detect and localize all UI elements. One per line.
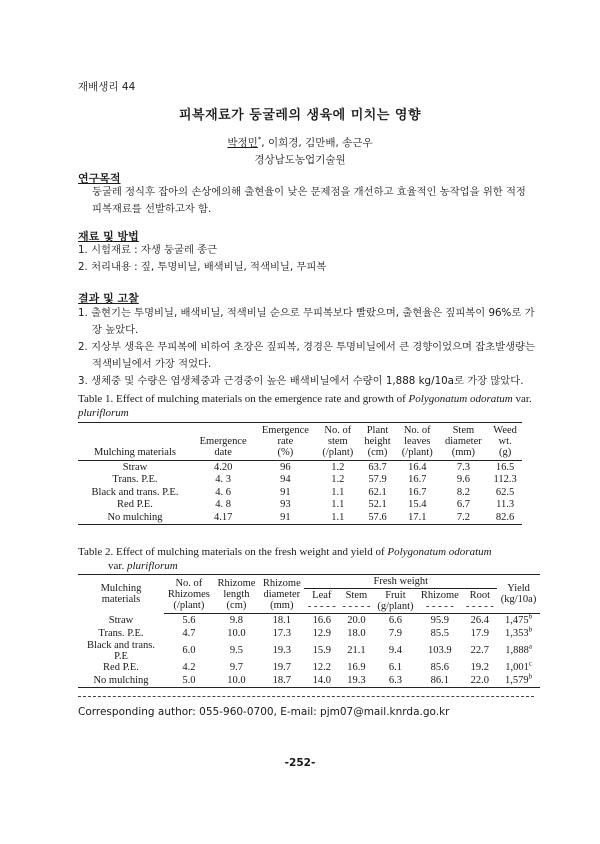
table-cell: 17.9	[470, 627, 489, 639]
table-cell: 112.3	[493, 474, 517, 486]
table-cell: 96	[280, 461, 291, 473]
table-cell: 91	[280, 486, 291, 498]
table-cell: 86.1	[430, 675, 450, 687]
table2-caption-text: Table 2. Effect of mulching materials on the fresh weight and yield of	[78, 546, 388, 558]
table-row	[78, 674, 540, 687]
table-cell: 57.9	[368, 474, 387, 486]
author-line	[0, 135, 600, 150]
table-cell: 16.4	[408, 461, 427, 473]
t2-unit: (g/plant)	[377, 601, 414, 612]
table-cell: 22.0	[470, 675, 489, 687]
results-item: 3. 생체중 및 수량은 엽생체중과 근경중이 높은 배색비닐에서 수량이 1,888 kg/10a로 가장 많았다.	[78, 375, 524, 387]
table-cell: No mulching	[107, 511, 163, 523]
table-row	[78, 461, 522, 474]
table-cell: 85.6	[430, 662, 450, 674]
table1-caption-species: Polygonatum odoratum	[408, 393, 513, 405]
section-heading-results: 결과 및 고찰	[78, 292, 139, 305]
table-cell: 63.7	[368, 461, 387, 473]
table-row	[78, 499, 522, 512]
table-cell: 4.17	[213, 511, 233, 523]
table1-caption-var: var.	[512, 393, 532, 405]
t1-header-plant-height: Plant height (cm)	[359, 423, 396, 461]
table-row	[78, 640, 540, 662]
table-cell: 5.0	[182, 675, 196, 687]
table1-caption	[78, 392, 548, 420]
table-cell: 6.7	[456, 499, 470, 511]
results-list	[78, 305, 538, 390]
table-cell: 91	[280, 511, 291, 523]
table-cell: 17.1	[408, 511, 427, 523]
table-cell: 94	[280, 474, 291, 486]
table-row	[78, 614, 540, 627]
table-cell: 6.6	[388, 614, 402, 626]
table-cell: 15.4	[408, 499, 427, 511]
table-cell: 6.1	[388, 662, 402, 674]
t1-header-stem-diameter: Stem diameter (mm)	[439, 423, 489, 461]
t2-header-fresh-weight: Fresh weight	[304, 575, 497, 589]
purpose-body	[78, 184, 538, 218]
co-authors: , 이희경, 김만배, 송근우	[261, 137, 373, 149]
table-cell: 15.9	[312, 645, 331, 657]
table-cell: 12.9	[312, 627, 331, 639]
table-cell: 1.2	[331, 474, 345, 486]
table-cell: 103.9	[428, 645, 452, 657]
table-cell: 16.7	[408, 486, 427, 498]
table-cell: 6.0	[182, 645, 196, 657]
methods-item: 1. 시험재료 : 자생 둥굴레 종근	[78, 244, 218, 256]
table1-caption-text: Table 1. Effect of mulching materials on the emergence rate and growth of	[78, 393, 409, 405]
table-cell: 16.9	[347, 662, 366, 674]
table1	[78, 422, 522, 525]
page-number: -252-	[284, 757, 316, 769]
table-cell: 1.1	[331, 499, 345, 511]
table-cell: No mulching	[93, 675, 149, 687]
table-cell: 9.8	[229, 614, 243, 626]
table-cell: 19.3	[272, 645, 291, 657]
results-item: 1. 출현기는 투명비닐, 배색비닐, 적색비닐 순으로 무피복보다 빨랐으며, 출현율은 짚피복이 96%로 가장 높았다.	[78, 307, 535, 336]
table2-caption-variety: pluriflorum	[126, 560, 178, 572]
table-cell: 17.3	[272, 627, 291, 639]
t2-header-yield: Yield (kg/10a)	[497, 575, 540, 614]
table-cell: 10.0	[227, 675, 246, 687]
table-row	[78, 486, 522, 499]
table-cell: 20.0	[347, 614, 366, 626]
table1-caption-variety: pluriflorum	[78, 407, 129, 419]
table-cell: 4.7	[182, 627, 196, 639]
table-cell: 14.0	[312, 675, 331, 687]
t2-header-rhizome-length: Rhizome length (cm)	[214, 575, 259, 614]
table-cell: 57.6	[368, 511, 387, 523]
table-cell: 1.2	[331, 461, 345, 473]
t2-header-rhizome-diameter: Rhizome diameter (mm)	[259, 575, 304, 614]
table-cell: 4. 8	[215, 499, 231, 511]
significance-letter: b	[528, 612, 533, 621]
table-row	[78, 474, 522, 487]
table-cell: 93	[280, 499, 291, 511]
t1-header-material: Mulching materials	[78, 423, 192, 461]
affiliation: 경상남도농업기술원	[254, 154, 346, 166]
table-cell: 9.4	[388, 645, 402, 657]
paper-title: 피복재료가 둥굴레의 생육에 미치는 영향	[178, 108, 422, 123]
footnote-divider	[78, 696, 534, 697]
table-cell: 85.5	[430, 627, 450, 639]
table-cell: 16.5	[495, 461, 515, 473]
table-row	[78, 511, 522, 524]
table-cell: 4.20	[213, 461, 233, 473]
t2-header-rhizome: Rhizome - - - - -	[417, 589, 462, 614]
table2-caption-species: Polygonatum odoratum	[387, 546, 492, 558]
table-cell: 95.9	[430, 614, 450, 626]
t2-header-leaf: Leaf - - - - -	[304, 589, 339, 614]
table-cell: 26.4	[470, 614, 489, 626]
table-cell: 22.7	[470, 645, 489, 657]
table-cell: Red P.E.	[103, 662, 139, 674]
t2-header-root: Root - - - - -	[463, 589, 498, 614]
significance-letter: b	[528, 625, 533, 634]
t2-header-fruit: Fruit (g/plant)	[374, 589, 417, 614]
table-cell: Black and trans. P.E	[87, 639, 155, 662]
table-cell: Trans. P.E.	[112, 474, 158, 486]
table-cell: 18.0	[347, 627, 366, 639]
table-cell: 9.7	[229, 662, 243, 674]
purpose-text: 둥굴레 정식후 잡아의 손상에의해 출현율이 낮은 문제점을 개선하고 효율적인 농작업을 위한 적정 피복재료를 선발하고자 함.	[92, 186, 526, 215]
table2	[78, 574, 540, 688]
t1-header-emergence-rate: Emergence rate (%)	[254, 423, 316, 461]
table-cell: 10.0	[227, 627, 246, 639]
table2-caption	[78, 545, 548, 573]
methods-item: 2. 처리내용 : 짚, 투명비닐, 배색비닐, 적색비닐, 무피복	[78, 261, 327, 273]
table-cell: 52.1	[368, 499, 387, 511]
significance-letter: b	[528, 672, 533, 681]
table-cell: 7.9	[388, 627, 402, 639]
table-cell: 8.2	[456, 486, 470, 498]
corresponding-author: Corresponding author: 055-960-0700, E-mail: pjm07@mail.knrda.go.kr	[78, 706, 450, 718]
section-heading-methods: 재료 및 방법	[78, 230, 139, 243]
t2-header-rhizomes-no: No. of Rhizomes (/plant)	[164, 575, 214, 614]
table-cell: 19.2	[470, 662, 489, 674]
section-heading-purpose: 연구목적	[78, 172, 121, 185]
table-cell: 62.5	[495, 486, 515, 498]
table-cell: 16.7	[408, 474, 427, 486]
session-label: 재배생리 44	[78, 81, 136, 93]
table-cell: Straw	[122, 461, 148, 473]
table-cell: 19.3	[347, 675, 366, 687]
yield-cell: 1,475$^b$	[505, 612, 533, 626]
methods-list	[78, 242, 538, 276]
table-cell: 18.1	[272, 614, 291, 626]
table-cell: 82.6	[495, 511, 515, 523]
table2-caption-var: var.	[108, 560, 127, 572]
table-cell: 4. 3	[215, 474, 231, 486]
significance-letter: c	[528, 659, 532, 668]
t1-header-stem-no: No. of stem (/plant)	[317, 423, 360, 461]
table-cell: 7.2	[456, 511, 470, 523]
table-cell: 12.2	[312, 662, 331, 674]
first-author-mark: *	[257, 135, 262, 144]
table-row	[78, 627, 540, 640]
t2-header-stem: Stem - - - - -	[339, 589, 374, 614]
yield-cell: 1,888$^a$	[505, 642, 532, 657]
yield-cell: 1,353$^b$	[505, 625, 533, 639]
table-cell: 1.1	[331, 511, 345, 523]
table-cell: 5.6	[182, 614, 196, 626]
table-cell: 11.3	[496, 499, 515, 511]
table-cell: 9.5	[229, 645, 243, 657]
yield-cell: 1,579$^b$	[505, 672, 533, 687]
table-cell: 1.1	[331, 486, 345, 498]
table-cell: Red P.E.	[117, 499, 153, 511]
yield-cell: 1,001$^c$	[505, 659, 532, 674]
table-cell: 6.3	[388, 675, 402, 687]
t2-header-material: Mulching materials	[100, 583, 142, 606]
table-cell: 7.3	[456, 461, 470, 473]
table-cell: 4.2	[182, 662, 196, 674]
table-cell: 62.1	[368, 486, 387, 498]
table-cell: Black and trans. P.E.	[91, 486, 179, 498]
table-cell: Trans. P.E.	[98, 627, 144, 639]
t1-header-weed-wt: Weed wt. (g)	[488, 423, 522, 461]
table-cell: 4. 6	[215, 486, 231, 498]
t1-header-emergence-date: Emergence date	[192, 423, 254, 461]
table-cell: 16.6	[312, 614, 331, 626]
t1-header-leaves-no: No. of leaves (/plant)	[396, 423, 439, 461]
table-cell: Straw	[108, 614, 134, 626]
table-row	[78, 662, 540, 675]
table-cell: 19.7	[272, 662, 291, 674]
table-cell: 21.1	[347, 645, 366, 657]
significance-letter: a	[528, 642, 532, 651]
first-author: 박정민	[227, 137, 258, 149]
table-cell: 9.6	[456, 474, 470, 486]
table-cell: 18.7	[272, 675, 291, 687]
results-item: 2. 지상부 생육은 무피복에 비하여 초장은 짚피복, 경경은 투명비닐에서 큰 경향이었으며 잡초발생량는 적색비닐에서 가장 적었다.	[78, 341, 535, 370]
